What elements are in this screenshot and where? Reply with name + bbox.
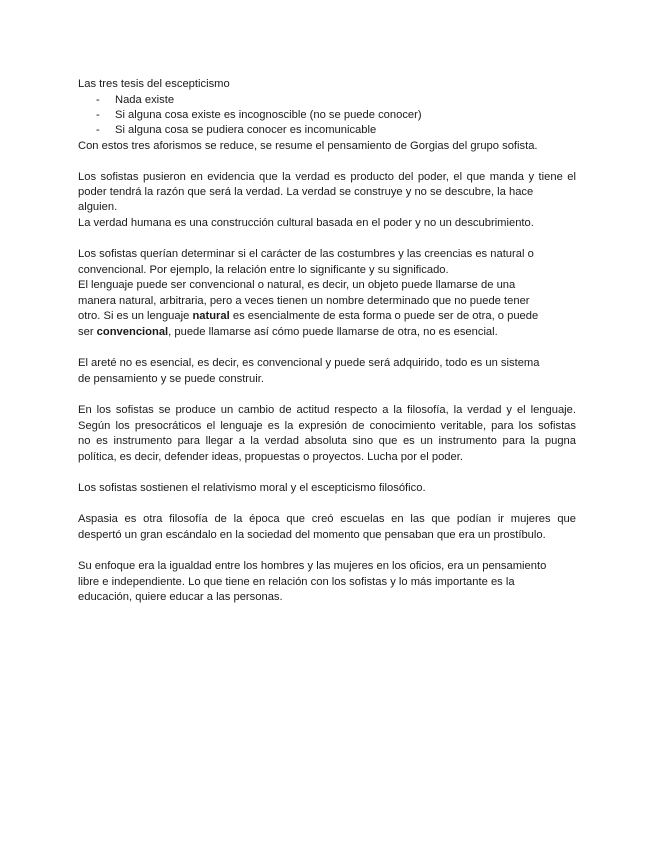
text-run: , puede llamarse así cómo puede llamarse de otra, no es esencial. [168, 326, 498, 338]
paragraph-line: En los sofistas se produce un cambio de actitud respecto a la filosofía, la verdad y el lenguaje. [78, 404, 576, 416]
document-heading: Las tres tesis del escepticismo [78, 78, 230, 90]
paragraph-line: Aspasia es otra filosofía de la época que creó escuelas en las que podían ir mujeres que [78, 513, 576, 525]
paragraph-line: Según los presocráticos el lenguaje es la expresión de conocimiento veritable, para los sofistas [78, 420, 576, 432]
bold-term-convencional: convencional [96, 326, 169, 338]
paragraph-line: Los sofistas sostienen el relativismo moral y el escepticismo filosófico. [78, 482, 426, 494]
bold-term-natural: natural [192, 310, 230, 322]
paragraph-line: El areté no es esencial, es decir, es convencional y puede será adquirido, todo es un sistema [78, 357, 540, 369]
bullet-marker: - [96, 124, 100, 136]
bullet-item: Nada existe [115, 94, 175, 106]
paragraph-line: despertó un gran escándalo en la sociedad del momento que pensaban que era un prostíbulo. [78, 529, 546, 541]
paragraph-line: Los sofistas querían determinar si el carácter de las costumbres y las creencias es natural o [78, 248, 534, 260]
paragraph-line [78, 325, 498, 340]
paragraph-line: alguien. [78, 201, 118, 213]
text-run: ser [78, 326, 97, 338]
paragraph-line [78, 309, 538, 324]
text-run: otro. Si es un lenguaje [78, 310, 193, 322]
bullet-item: Si alguna cosa existe es incognoscible (no se puede conocer) [115, 109, 422, 121]
bullet-item: Si alguna cosa se pudiera conocer es incomunicable [115, 124, 377, 136]
paragraph-line: El lenguaje puede ser convencional o natural, es decir, un objeto puede llamarse de una [78, 279, 516, 291]
paragraph-line: política, es decir, defender ideas, propuestas o proyectos. Lucha por el poder. [78, 451, 463, 463]
paragraph-line: La verdad humana es una construcción cultural basada en el poder y no un descubrimiento. [78, 217, 534, 229]
paragraph-line: de pensamiento y se puede construir. [78, 373, 264, 385]
paragraph-line: Con estos tres aforismos se reduce, se resume el pensamiento de Gorgias del grupo sofista. [78, 140, 538, 152]
bullet-marker: - [96, 109, 100, 121]
paragraph-line: no es instrumento para llegar a la verdad absoluta sino que es un instrumento para la pugna [78, 435, 576, 447]
paragraph-line: convencional. Por ejemplo, la relación entre lo significante y su significado. [78, 264, 449, 276]
paragraph-line: Los sofistas pusieron en evidencia que la verdad es producto del poder, el que manda y tiene el [78, 171, 576, 183]
paragraph-line: manera natural, arbitraria, pero a veces tienen un nombre determinado que no puede tener [78, 295, 530, 307]
paragraph-line: poder tendrá la razón que será la verdad. La verdad se construye y no se descubre, la hace [78, 186, 534, 198]
text-run: es esencialmente de esta forma o puede ser de otra, o puede [229, 310, 539, 322]
bullet-marker: - [96, 94, 100, 106]
paragraph-line: Su enfoque era la igualdad entre los hombres y las mujeres en los oficios, era un pensamiento [78, 560, 547, 572]
paragraph-line: educación, quiere educar a las personas. [78, 591, 283, 603]
paragraph-line: libre e independiente. Lo que tiene en relación con los sofistas y lo más importante es la [78, 576, 515, 588]
